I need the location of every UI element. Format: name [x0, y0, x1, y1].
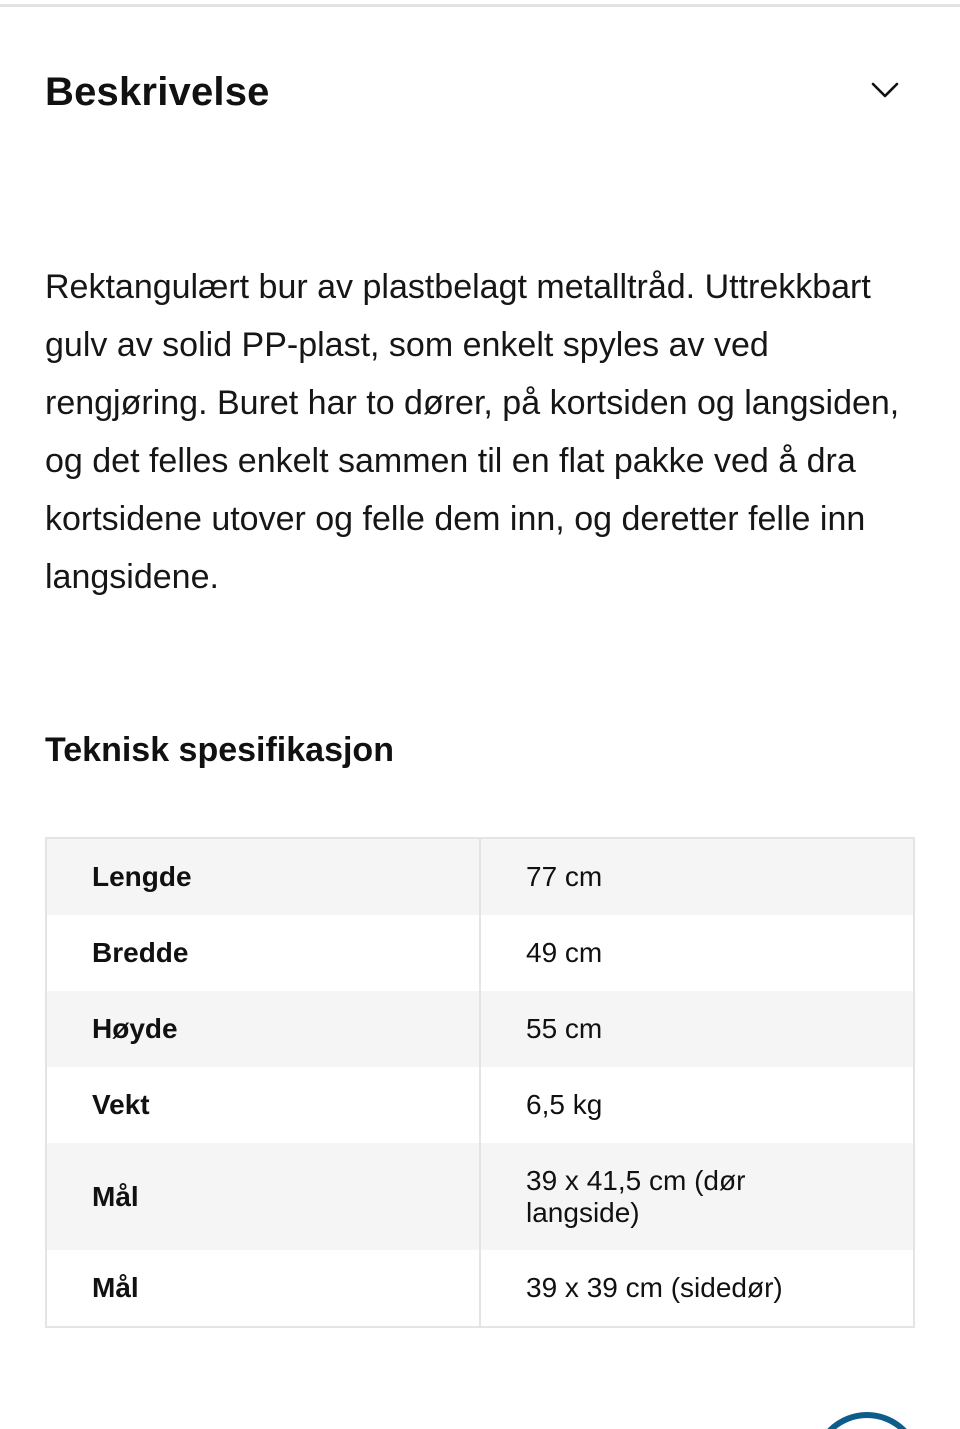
spec-row-width	[47, 915, 913, 991]
spec-row-door-long-side	[47, 1143, 913, 1250]
spec-value: 49 cm	[526, 937, 603, 968]
spec-key: Høyde	[47, 991, 481, 1067]
spec-value: 39 x 41,5 cm (dør langside)	[526, 1164, 746, 1228]
description-title: Beskrivelse	[45, 70, 270, 114]
spec-key: Mål	[47, 1250, 481, 1326]
top-divider	[0, 4, 960, 7]
description-text: Rektangulært bur av plastbelagt metalltråd. Uttrekkbart gulv av solid PP-plast, som enkelt spyles av ved rengjøring. Buret har to dører, på kortsiden og langsiden, og det felles enkelt sammen til en flat pakke ved å dra kortsidene utover og felle dem inn, og deretter felle inn langsidene.	[45, 268, 900, 596]
description-toggle-button[interactable]	[865, 70, 905, 110]
description-accordion-header[interactable]	[45, 62, 915, 122]
spec-value: 6,5 kg	[526, 1089, 603, 1120]
spec-value: 77 cm	[526, 861, 603, 892]
spec-row-weight	[47, 1067, 913, 1143]
spec-key: Mål	[47, 1143, 481, 1250]
floating-chat-button[interactable]	[812, 1412, 922, 1429]
spec-row-height	[47, 991, 913, 1067]
spec-value: 55 cm	[526, 1013, 603, 1044]
chevron-down-icon	[871, 81, 899, 99]
spec-key: Lengde	[47, 839, 481, 915]
spec-value: 39 x 39 cm (sidedør)	[526, 1272, 783, 1303]
spec-row-length	[47, 839, 913, 915]
spec-key: Vekt	[47, 1067, 481, 1143]
spec-row-side-door	[47, 1250, 913, 1326]
spec-title: Teknisk spesifikasjon	[45, 731, 394, 769]
spec-table	[45, 837, 915, 1328]
spec-key: Bredde	[47, 915, 481, 991]
